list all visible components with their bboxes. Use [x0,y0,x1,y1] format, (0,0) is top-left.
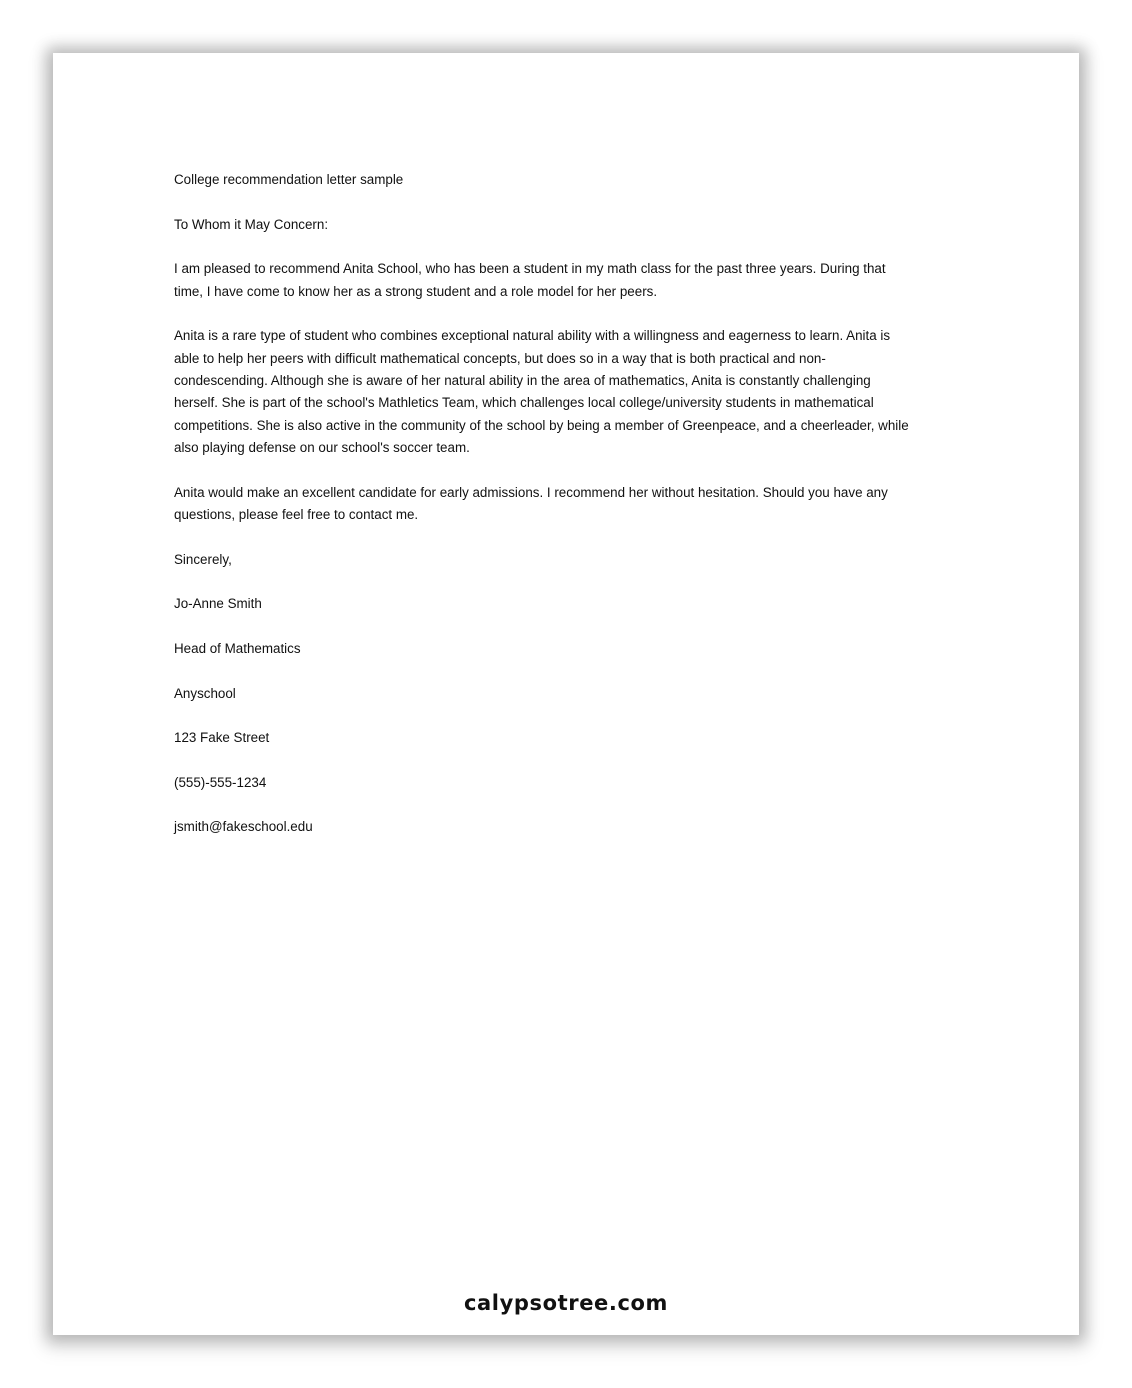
signer-school: Anyschool [174,685,236,701]
signer-position: Head of Mathematics [174,641,301,656]
paragraph-qualities: Anita is a rare type of student who combines exceptional natural ability with a willingness and eagerness to learn. Anita is able to help her peers with difficult mathematical concepts, but does so in a way that is both practical and non-condescending. Although she is aware of her natural ability in the area of mathematics, Anita is constantly challenging herself. She is part of the school's Mathletics Team, which challenges local college/university students in mathematical competitions. She is also active in the community of the school by being a member of Greenpeace, and a cheerleader, while also playing defense on our school's soccer team. [174,328,909,456]
paragraph-recommendation: Anita would make an excellent candidate for early admissions. I recommend her without hesitation. Should you have any questions, please feel free to contact me. [174,484,888,523]
signer-email: jsmith@fakeschool.edu [174,819,313,835]
letter-body [174,169,914,861]
signer-phone: (555)-555-1234 [174,774,267,790]
site-watermark: calypsotree.com [463,1291,669,1315]
closing: Sincerely, [174,551,232,567]
signer-name: Jo-Anne Smith [174,596,262,612]
document-page [53,53,1079,1335]
signer-address: 123 Fake Street [174,730,270,746]
salutation: To Whom it May Concern: [174,216,329,232]
letter-title: College recommendation letter sample [174,172,404,187]
paragraph-intro: I am pleased to recommend Anita School, who has been a student in my math class for the past three years. During that time, I have come to know her as a strong student and a role model for her peers. [174,261,886,299]
